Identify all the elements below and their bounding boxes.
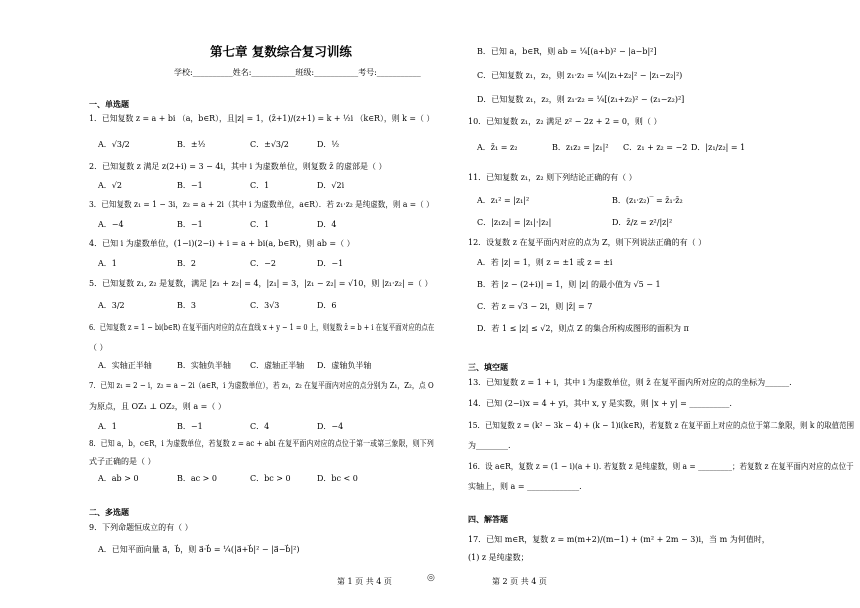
question-17: 17．已知 m∈R，复数 z = m(m+2)/(m−1) + (m² + 2m − 3)i，当 m 为何值时， <box>468 535 770 544</box>
question-8-line-1: 8．已知 a，b，c∈R，i 为虚数单位，若复数 z = ac + abi 在复平面内对应的点位于第一或第三象限，则下列 <box>89 439 434 448</box>
q8-option-b: B．ac > 0 <box>177 474 218 483</box>
page-title: 第七章 复数综合复习训练 <box>210 44 352 59</box>
question-8-line-2: 式子正确的是（ ） <box>89 457 156 466</box>
question-12: 12．设复数 z 在复平面内对应的点为 Z，则下列说法正确的有（ ） <box>468 238 707 247</box>
q4-option-a: A．1 <box>98 259 117 268</box>
question-17-part-1: (1) z 是纯虚数； <box>468 553 529 562</box>
q7-option-a: A．1 <box>98 422 117 431</box>
section-single-choice: 一、单选题 <box>89 100 129 109</box>
page-number-right: 第 2 页 共 4 页 <box>492 577 547 586</box>
q4-option-b: B．2 <box>177 259 196 268</box>
q12-option-d: D．若 1 ≤ |z| ≤ √2，则点 Z 的集合所构成图形的面积为 π <box>477 324 689 333</box>
q6-option-a: A．实轴正半轴 <box>98 361 152 370</box>
question-3: 3．已知复数 z₁ = 1 − 3i，z₂ = a + 2i（其中 i 为虚数单位，a∈R）．若 z₁·z₂ 是纯虚数，则 a =（ ） <box>89 200 434 209</box>
question-16-line-1: 16．设 a∈R，复数 z = (1 − i)(a + i). 若复数 z 是纯虚数，则 a = _________；若复数 z 在复平面内对应的点位于 <box>468 462 854 471</box>
q10-option-b: B．z₁z₂ = |z₁|² <box>552 143 609 152</box>
q3-option-d: D．4 <box>317 220 337 229</box>
question-6-line-1: 6．已知复数 z = 1 − bi(b∈R) 在复平面内对应的点在直线 x + y − 1 = 0 上，则复数 z̄ = b + i 在复平面对应的点在 <box>89 323 435 332</box>
q12-option-c: C．若 z = √3 − 2i，则 |z̄| = 7 <box>477 302 593 311</box>
question-15-line-2: 为________. <box>468 441 511 450</box>
page-number-left: 第 1 页 共 4 页 <box>337 577 392 586</box>
question-7-line-1: 7．已知 z₁ = 2 − i，z₂ = a − 2i（a∈R，i 为虚数单位），若 z₁，z₂ 在复平面内对应的点分别为 Z₁，Z₂，点 O <box>89 381 434 390</box>
question-2: 2．已知复数 z 满足 z(2+i) = 3 − 4i，其中 i 为虚数单位，则复数 z̄ 的虚部是（ ） <box>89 162 387 171</box>
question-9: 9．下列命题恒成立的有（ ） <box>89 523 193 532</box>
binding-mark-icon: ◎ <box>427 573 435 583</box>
q9-option-d: D．已知复数 z₁，z₂，则 z₁·z₂ = ¼[(z₁+z₂)² − (z₁−z₂)²] <box>477 95 685 104</box>
q8-option-a: A．ab > 0 <box>98 474 139 483</box>
q8-option-c: C．bc > 0 <box>250 474 291 483</box>
question-16-line-2: 实轴上，则 a = _____________. <box>468 482 582 491</box>
question-14: 14．已知 (2−i)x = 4 + yi，其中 x, y 是实数，则 |x + y| = __________. <box>468 399 732 408</box>
q10-option-d: D．|z₁/z₂| = 1 <box>691 143 746 152</box>
question-13: 13．已知复数 z = 1 + i，其中 i 为虚数单位，则 z̄ 在复平面内所对应的点的坐标为______. <box>468 378 792 387</box>
q2-option-a: A．√2 <box>98 181 122 190</box>
q7-option-d: D．−4 <box>317 422 344 431</box>
q5-option-a: A．3/2 <box>98 301 125 310</box>
q11-option-d: D．z̄/z = z²/|z|² <box>612 218 673 227</box>
q2-option-d: D．√2i <box>317 181 345 190</box>
q6-option-d: D．虚轴负半轴 <box>317 361 372 370</box>
question-7-line-2: 为原点，且 OZ₁ ⊥ OZ₂，则 a =（ ） <box>89 402 226 411</box>
q12-option-a: A．若 |z| = 1，则 z = ±1 或 z = ±i <box>477 258 613 267</box>
q5-option-b: B．3 <box>177 301 196 310</box>
q6-option-c: C．虚轴正半轴 <box>250 361 305 370</box>
question-1: 1．已知复数 z = a + bi （a，b∈R），且|z| = 1，(z̄+1)/(z+1) = k + ½i （k∈R），则 k =（ ） <box>89 114 435 123</box>
page-right <box>440 0 860 608</box>
q2-option-c: C．1 <box>250 181 270 190</box>
q7-option-c: C．4 <box>250 422 270 431</box>
student-info-line: 学校:__________姓名:___________班级:___________考号:___________ <box>174 68 421 77</box>
q1-option-c: C．±√3/2 <box>250 140 289 149</box>
q8-option-d: D．bc < 0 <box>317 474 358 483</box>
question-5: 5．已知复数 z₁, z₂ 是复数，满足 |z₁ + z₂| = 4，|z₁| = 3，|z₁ − z₂| = √10，则 |z₁·z₂| =（ ） <box>89 279 433 288</box>
question-4: 4．已知 i 为虚数单位，(1−i)(2−i) + i = a + bi(a, b∈R)，则 ab =（ ） <box>89 239 355 248</box>
q9-option-a: A．已知平面向量 a⃗，b⃗，则 a⃗·b⃗ = ¼(|a⃗+b⃗|² − |a⃗−b⃗|²) <box>98 545 300 554</box>
q9-option-c: C．已知复数 z₁，z₂，则 z₁·z₂ = ¼(|z₁+z₂|² − |z₁−z₂|²) <box>477 71 683 80</box>
section-answer: 四、解答题 <box>468 515 508 524</box>
q3-option-b: B．−1 <box>177 220 203 229</box>
q5-option-c: C．3√3 <box>250 301 280 310</box>
q1-option-d: D．½ <box>317 140 340 149</box>
q3-option-c: C．1 <box>250 220 270 229</box>
q11-option-b: B．(z₁·z₂)‾ = z̄₁·z̄₂ <box>612 196 683 205</box>
q11-option-c: C．|z₁z₂| = |z₁|·|z₂| <box>477 218 552 227</box>
question-6-line-2: （ ） <box>89 343 108 352</box>
q7-option-b: B．−1 <box>177 422 203 431</box>
q12-option-b: B．若 |z − (2+i)| = 1，则 |z| 的最小值为 √5 − 1 <box>477 280 661 289</box>
q3-option-a: A．−4 <box>98 220 124 229</box>
q11-option-a: A．z₁² = |z₁|² <box>477 196 530 205</box>
q1-option-b: B．±½ <box>177 140 206 149</box>
q4-option-c: C．−2 <box>250 259 276 268</box>
q10-option-a: A．z̄₁ = z₂ <box>477 143 518 152</box>
section-multiple-choice: 二、多选题 <box>89 508 129 517</box>
q5-option-d: D．6 <box>317 301 337 310</box>
q4-option-d: D．−1 <box>317 259 344 268</box>
question-11: 11．已知复数 z₁，z₂ 则下列结论正确的有（ ） <box>468 173 637 182</box>
q6-option-b: B．实轴负半轴 <box>177 361 231 370</box>
question-15-line-1: 15．已知复数 z = (k² − 3k − 4) + (k − 1)i(k∈R)，若复数 z 在复平面上对应的点位于第二象限，则 k 的取值范围 <box>468 421 855 430</box>
question-10: 10．已知复数 z₁，z₂ 满足 z² − 2z + 2 = 0，则（ ） <box>468 117 662 126</box>
q9-option-b: B．已知 a，b∈R，则 ab = ¼[(a+b)² − |a−b|²] <box>477 47 657 56</box>
q2-option-b: B．−1 <box>177 181 203 190</box>
section-fill-blank: 三、填空题 <box>468 363 508 372</box>
q1-option-a: A．√3/2 <box>98 140 130 149</box>
q10-option-c: C．z₁ + z₂ = −2 <box>623 143 688 152</box>
